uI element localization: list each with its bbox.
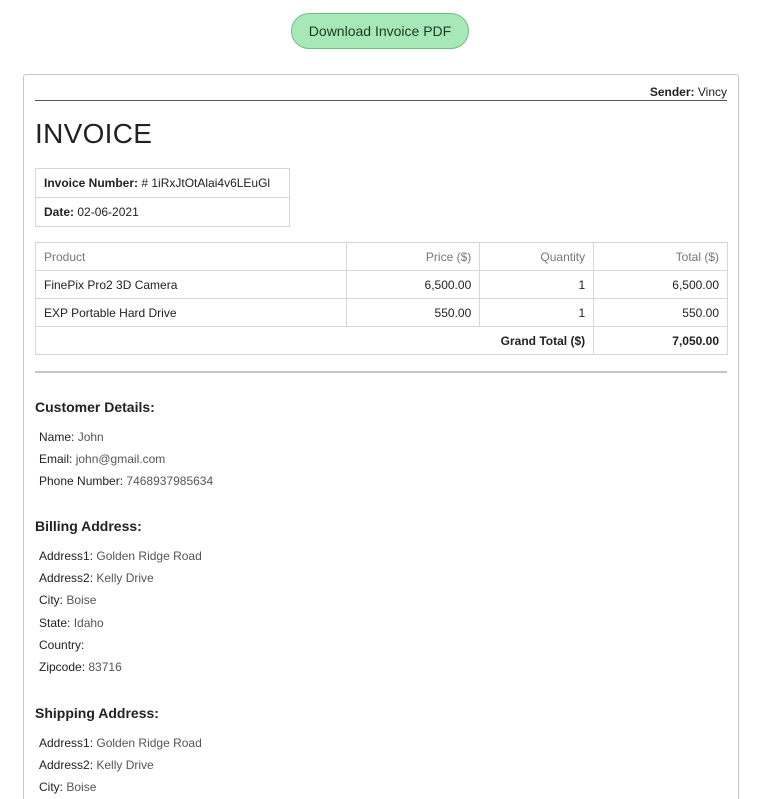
invoice-meta-table (35, 168, 290, 227)
header-total: Total ($) (594, 243, 728, 271)
cell-quantity: 1 (480, 271, 594, 299)
download-invoice-pdf-button[interactable]: Download Invoice PDF (291, 13, 469, 49)
cell-quantity: 1 (480, 299, 594, 327)
customer-name: Name: John (39, 430, 104, 444)
grand-total-label: Grand Total ($) (36, 327, 594, 355)
invoice-date-row (36, 198, 290, 227)
header-product: Product (36, 243, 347, 271)
invoice-number-value: # 1iRxJtOtAlai4v6LEuGl (141, 176, 271, 190)
billing-city: City: Boise (39, 593, 97, 607)
items-header-row (36, 243, 728, 271)
cell-total: 6,500.00 (594, 271, 728, 299)
billing-address-heading: Billing Address: (35, 518, 142, 534)
sender-line (35, 85, 727, 101)
header-quantity: Quantity (480, 243, 594, 271)
invoice-date-label: Date: (44, 205, 75, 219)
header-price: Price ($) (347, 243, 480, 271)
table-row (36, 271, 728, 299)
invoice-items-table (35, 242, 728, 355)
cell-total: 550.00 (594, 299, 728, 327)
shipping-address1: Address1: Golden Ridge Road (39, 736, 202, 750)
invoice-title: INVOICE (35, 118, 153, 149)
invoice-number-row (36, 169, 290, 198)
customer-phone: Phone Number: 7468937985634 (39, 474, 214, 488)
customer-details-heading: Customer Details: (35, 399, 155, 415)
cell-price: 6,500.00 (347, 271, 480, 299)
grand-total-row (36, 327, 728, 355)
cell-product: FinePix Pro2 3D Camera (36, 271, 347, 299)
table-row (36, 299, 728, 327)
billing-state: State: Idaho (39, 616, 104, 630)
section-divider (35, 371, 727, 373)
billing-address2: Address2: Kelly Drive (39, 571, 154, 585)
billing-address1: Address1: Golden Ridge Road (39, 549, 202, 563)
grand-total-value: 7,050.00 (594, 327, 728, 355)
invoice-date-value: 02-06-2021 (77, 205, 139, 219)
shipping-address2: Address2: Kelly Drive (39, 758, 154, 772)
shipping-city: City: Boise (39, 780, 97, 794)
invoice-card (23, 74, 739, 799)
invoice-number-label: Invoice Number: (44, 176, 139, 190)
cell-price: 550.00 (347, 299, 480, 327)
customer-email: Email: john@gmail.com (39, 452, 166, 466)
sender-label: Sender: (649, 85, 695, 99)
billing-country: Country: (39, 638, 85, 652)
shipping-address-heading: Shipping Address: (35, 705, 159, 721)
cell-product: EXP Portable Hard Drive (36, 299, 347, 327)
billing-zipcode: Zipcode: 83716 (39, 660, 122, 674)
sender-value: Vincy (697, 85, 727, 99)
